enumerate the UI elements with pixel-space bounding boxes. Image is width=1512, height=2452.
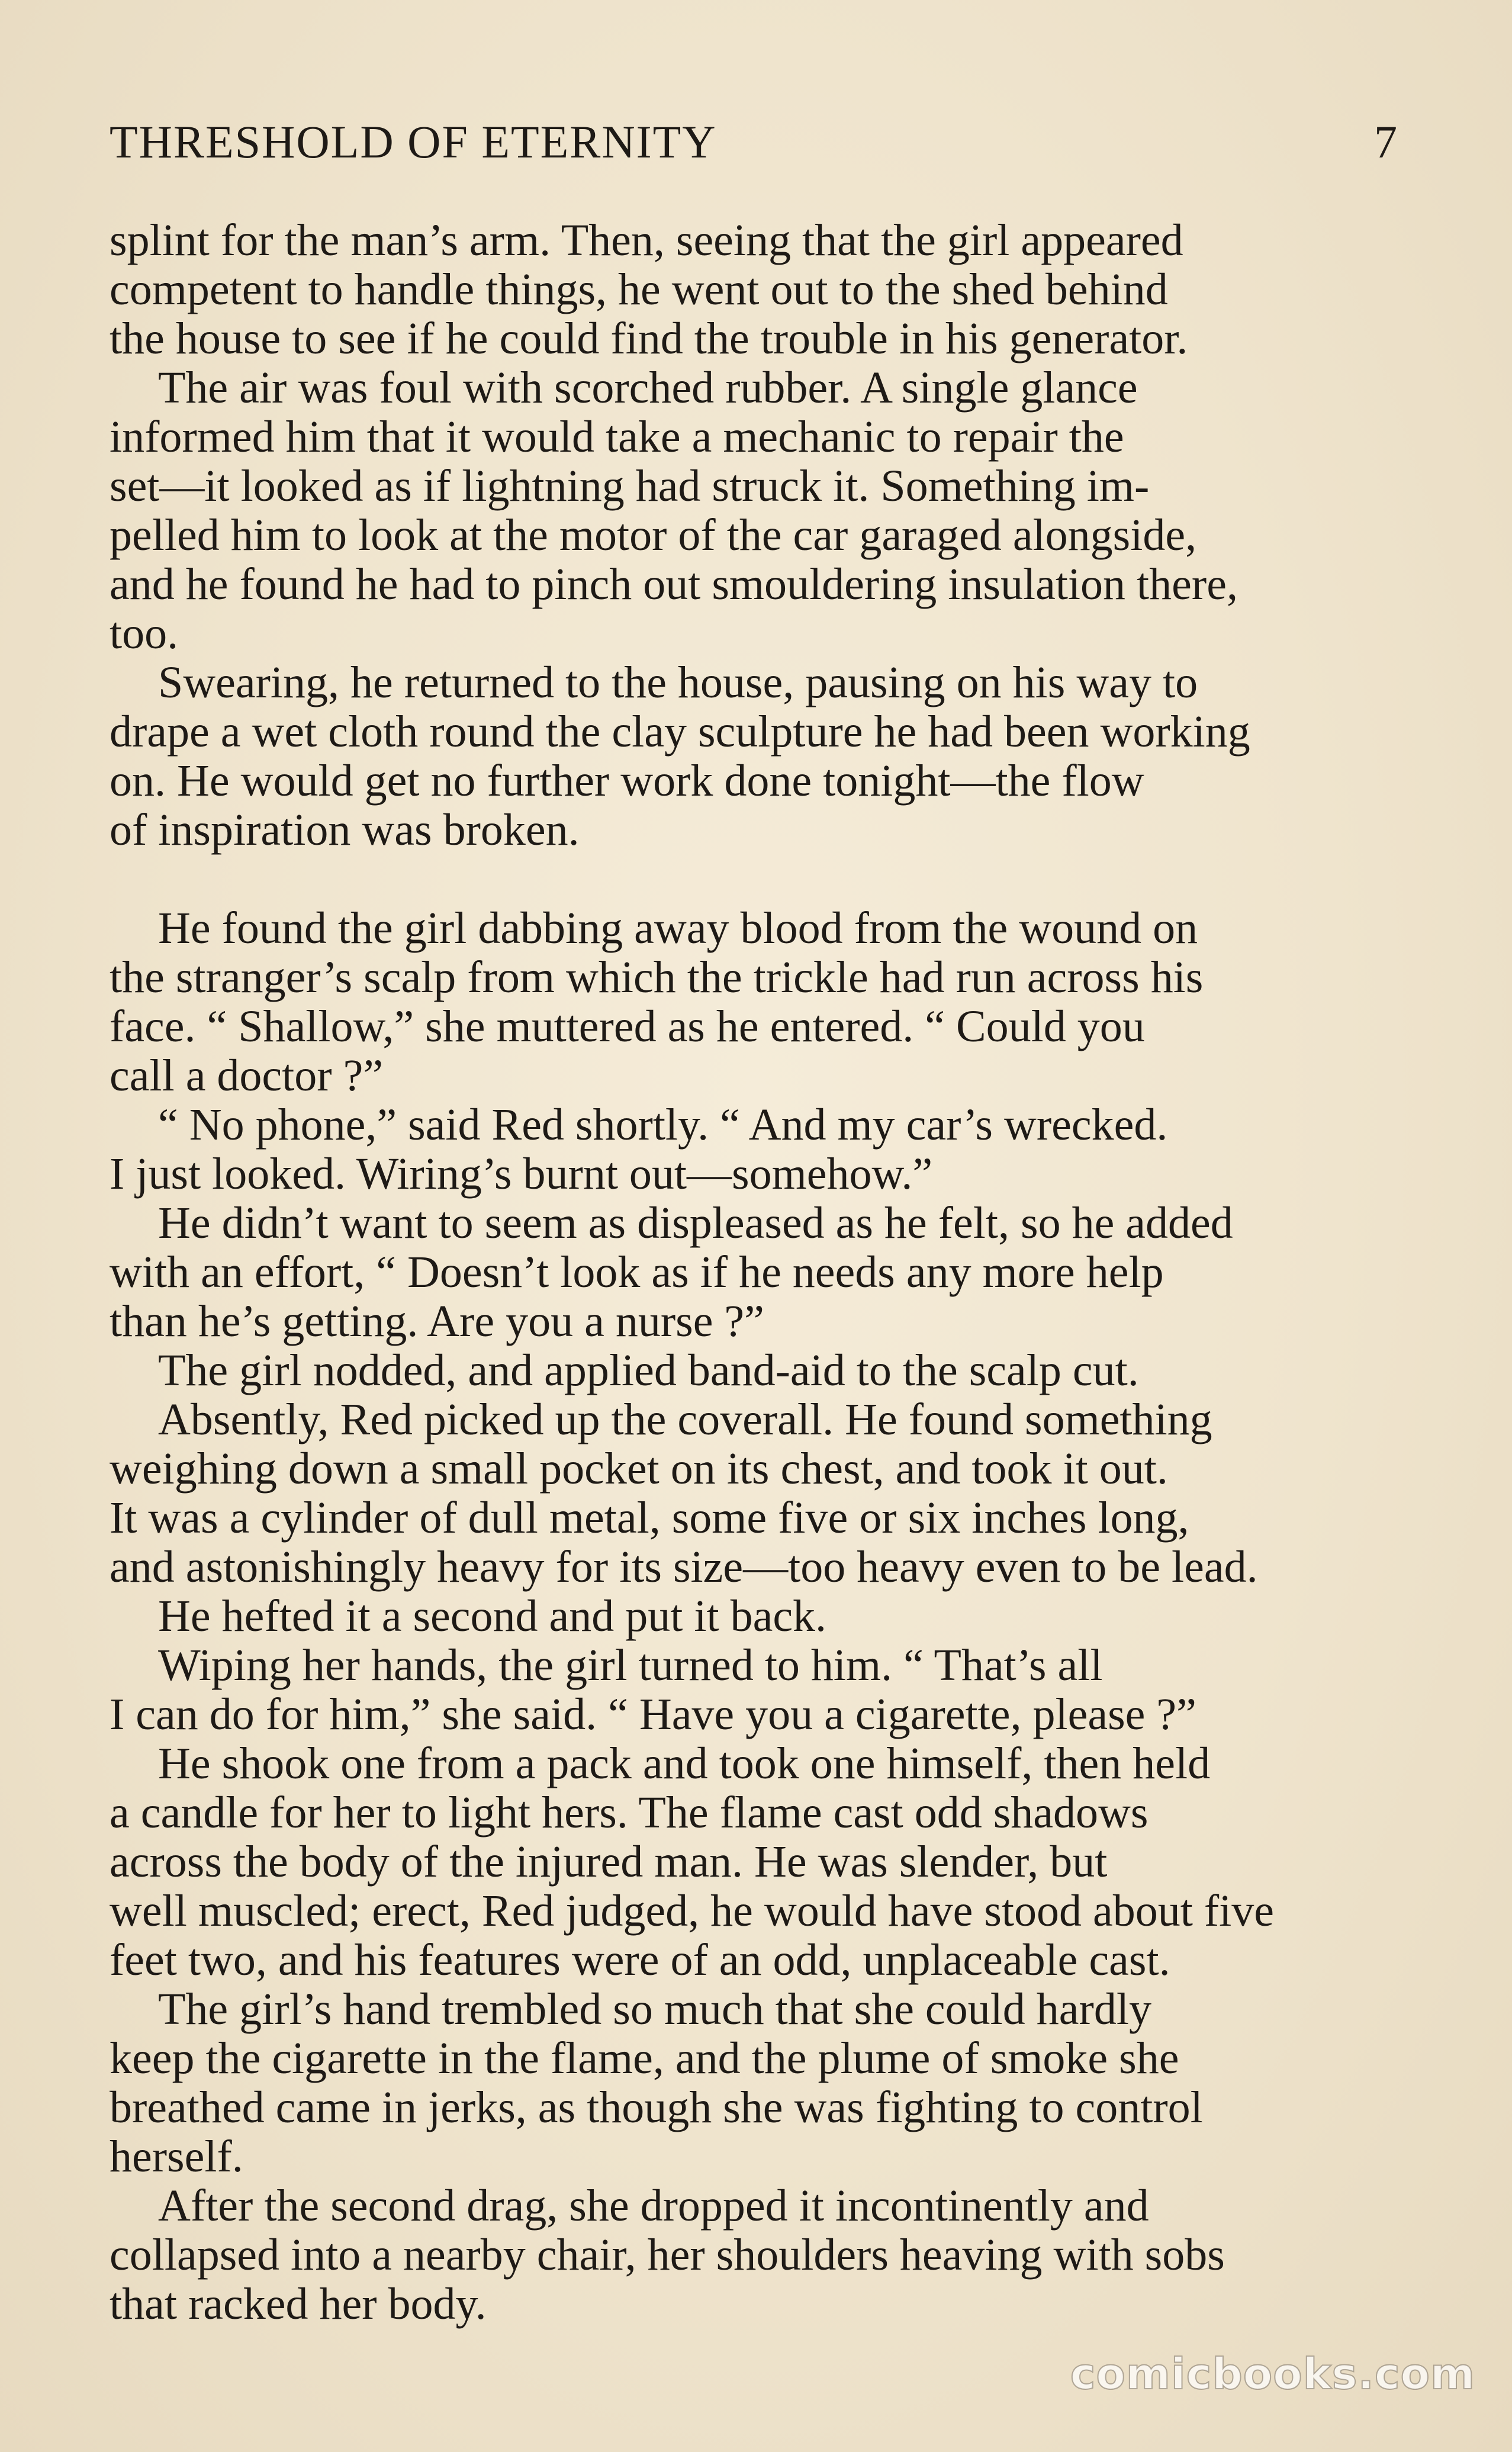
text-line: and astonishingly heavy for its size—too heavy even to be lead. — [110, 1543, 1258, 1592]
body-text — [110, 216, 1397, 2329]
text-line: drape a wet cloth round the clay sculpture he had been working — [110, 707, 1250, 757]
text-line: the house to see if he could find the trouble in his generator. — [110, 314, 1188, 363]
text-line: on. He would get no further work done tonight—the flow — [110, 757, 1144, 806]
text-line: After the second drag, she dropped it incontinently and — [158, 2181, 1149, 2231]
watermark-logo: comicbooks.com — [1070, 2349, 1475, 2399]
page-number: 7 — [1374, 116, 1397, 168]
text-line: I just looked. Wiring’s burnt out—somehow.” — [110, 1150, 933, 1199]
text-line: I can do for him,” she said. “ Have you a cigarette, please ?” — [110, 1690, 1196, 1739]
text-line: Wiping her hands, the girl turned to him. “ That’s all — [158, 1641, 1103, 1690]
text-line: He found the girl dabbing away blood from the wound on — [158, 904, 1198, 953]
text-line: keep the cigarette in the flame, and the plume of smoke she — [110, 2034, 1179, 2083]
text-line: face. “ Shallow,” she muttered as he entered. “ Could you — [110, 1002, 1145, 1051]
text-line: well muscled; erect, Red judged, he would have stood about five — [110, 1887, 1275, 1936]
text-line: that racked her body. — [110, 2280, 487, 2329]
text-line: He hefted it a second and put it back. — [158, 1592, 827, 1641]
text-line: competent to handle things, he went out to the shed behind — [110, 265, 1168, 314]
text-line: call a doctor ?” — [110, 1051, 384, 1100]
text-line: than he’s getting. Are you a nurse ?” — [110, 1297, 764, 1346]
text-line: weighing down a small pocket on its chest, and took it out. — [110, 1444, 1168, 1494]
text-line: the stranger’s scalp from which the trickle had run across his — [110, 953, 1204, 1002]
text-line: Swearing, he returned to the house, pausing on his way to — [158, 658, 1198, 707]
text-line: The air was foul with scorched rubber. A single glance — [158, 363, 1138, 413]
running-head: THRESHOLD OF ETERNITY — [110, 116, 717, 168]
text-line: across the body of the injured man. He was slender, but — [110, 1838, 1108, 1887]
text-line: He didn’t want to seem as displeased as he felt, so he added — [158, 1199, 1233, 1248]
text-line: The girl nodded, and applied band-aid to the scalp cut. — [158, 1346, 1139, 1395]
text-line: “ No phone,” said Red shortly. “ And my car’s wrecked. — [158, 1100, 1168, 1150]
text-line: set—it looked as if lightning had struck it. Something im- — [110, 462, 1150, 511]
text-line: herself. — [110, 2132, 243, 2181]
text-line: The girl’s hand trembled so much that she could hardly — [158, 1985, 1151, 2034]
text-line: of inspiration was broken. — [110, 806, 580, 855]
text-line: and he found he had to pinch out smouldering insulation there, — [110, 560, 1238, 609]
text-line: It was a cylinder of dull metal, some five or six inches long, — [110, 1494, 1189, 1543]
text-line: with an effort, “ Doesn’t look as if he needs any more help — [110, 1248, 1164, 1297]
text-line: Absently, Red picked up the coverall. He found something — [158, 1395, 1212, 1444]
text-line: splint for the man’s arm. Then, seeing that the girl appeared — [110, 216, 1183, 265]
section-break — [110, 855, 1397, 904]
text-line: a candle for her to light hers. The flame cast odd shadows — [110, 1788, 1149, 1838]
text-line: informed him that it would take a mechanic to repair the — [110, 413, 1124, 462]
page-header — [110, 112, 1397, 172]
text-line: He shook one from a pack and took one himself, then held — [158, 1739, 1211, 1788]
text-line: breathed came in jerks, as though she was fighting to control — [110, 2083, 1203, 2132]
text-line: collapsed into a nearby chair, her shoulders heaving with sobs — [110, 2231, 1225, 2280]
text-line: pelled him to look at the motor of the car garaged alongside, — [110, 511, 1197, 560]
text-line: feet two, and his features were of an odd, unplaceable cast. — [110, 1936, 1170, 1985]
text-line: too. — [110, 609, 179, 658]
